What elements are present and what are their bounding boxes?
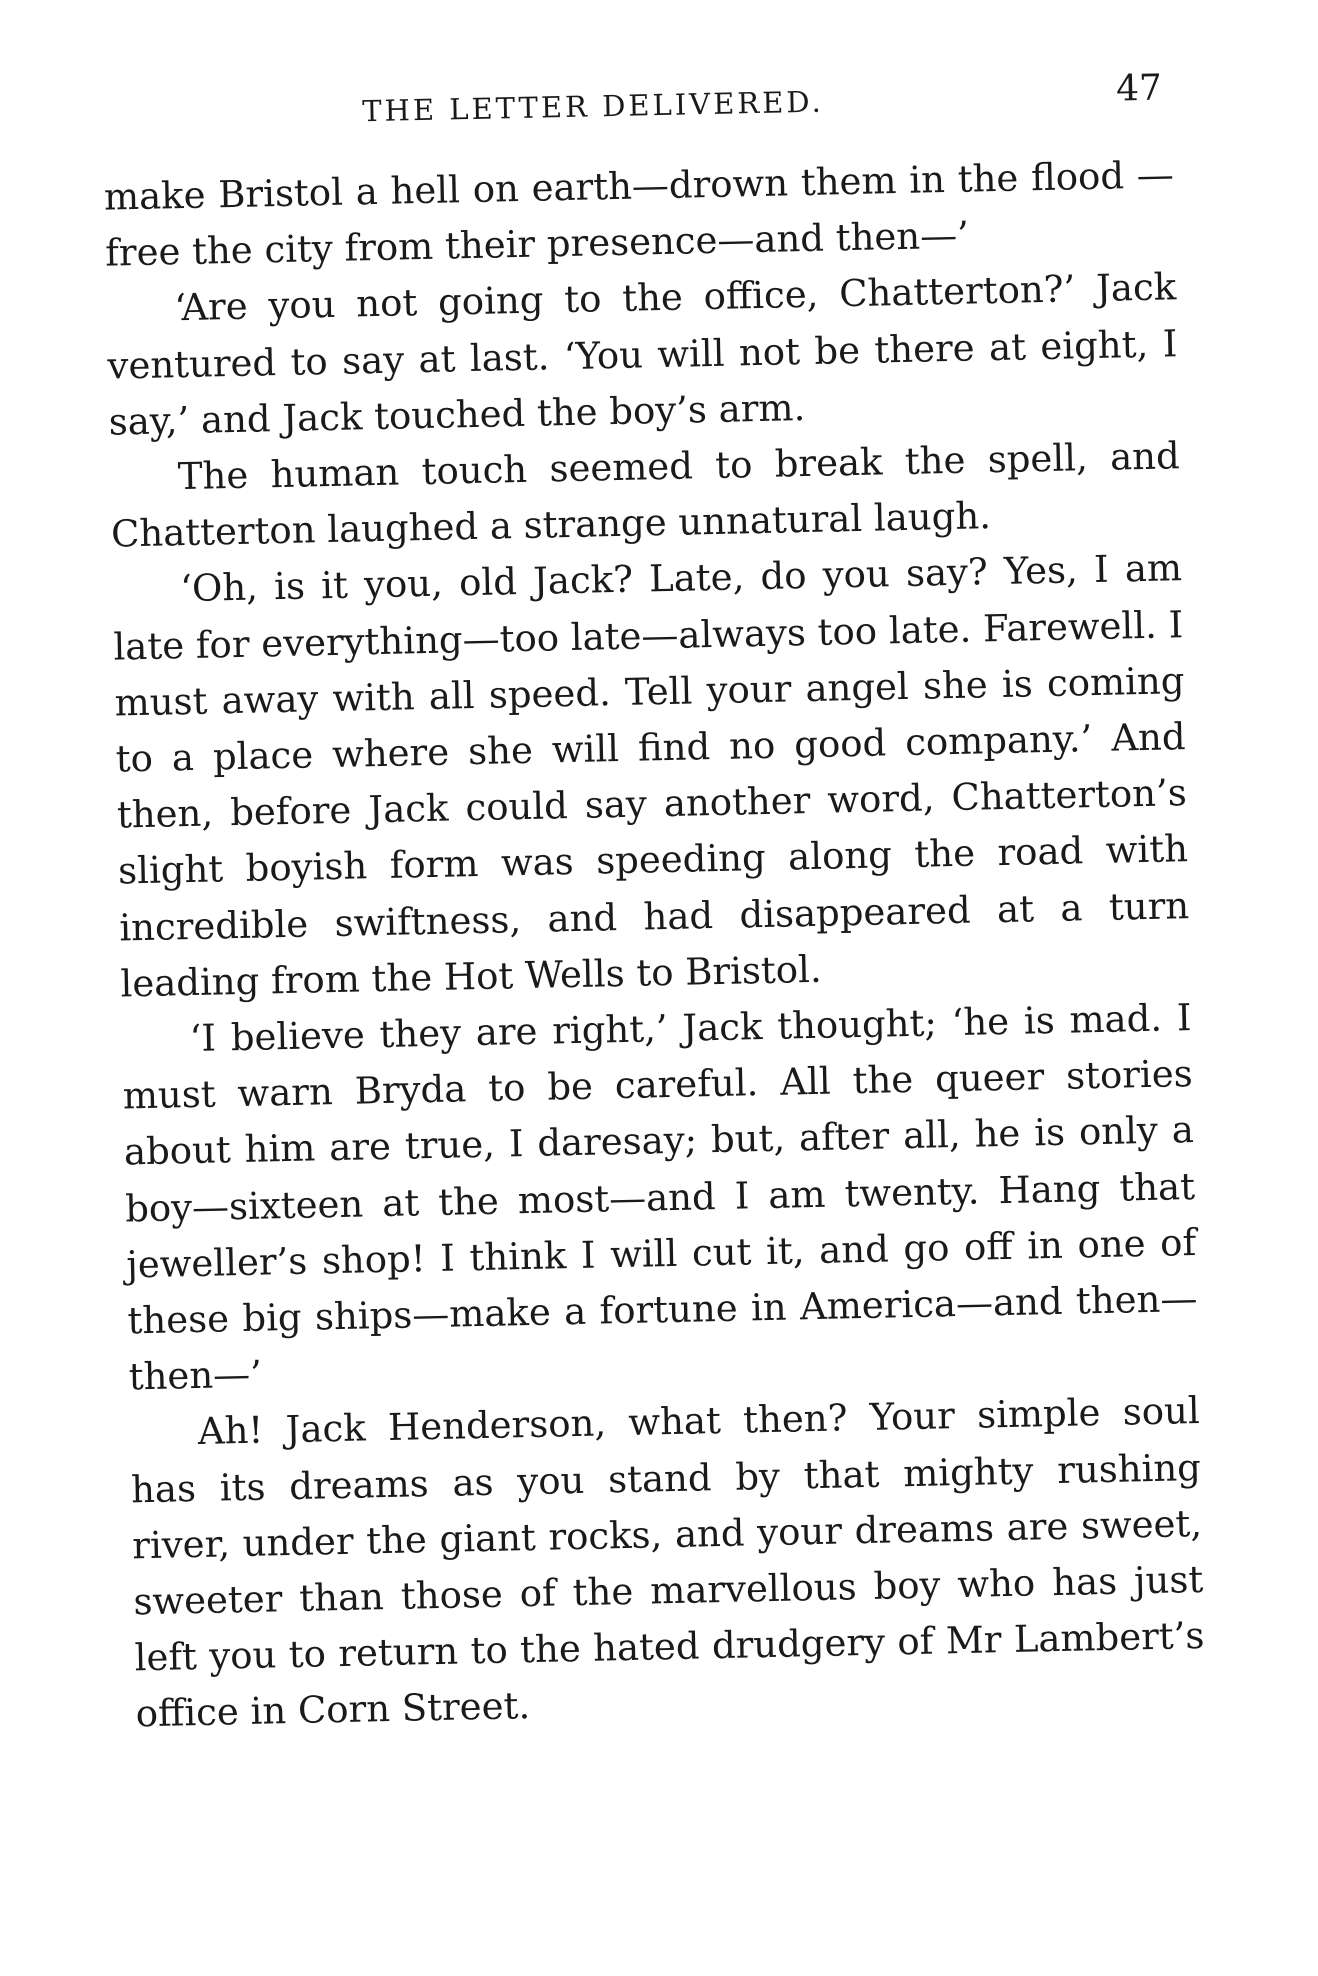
body-text [103,147,1206,1743]
paragraph-1: make Bristol a hell on earth—drown them in the flood —free the city from their presence—and then—’ [103,153,1175,275]
running-head [102,67,1163,139]
page-number: 47 [1115,67,1163,110]
paragraph-2: ‘Are you not going to the office, Chatterton?’ Jack ventured to say at last. ‘You will not be there at eight, I say,’ and Jack touched the boy’s arm. [107,265,1178,444]
paragraph-4: ‘Oh, is it you, old Jack? Late, do you say? Yes, I am late for everything—too late—always too late. Farewell. I must away with all speed. Tell your angel she is coming to a place where she will find no good company.’ And then, before Jack could say another word, Chatterton’s slight boyish form was speeding along the road with incredible swiftness, and had disappeared at a turn leading from the Hot Wells to Bristol. [112,546,1190,1006]
paragraph-6: Ah! Jack Henderson, what then? Your simple soul has its dreams as you stand by that mighty rushing river, under the giant rocks, and your dreams are sweet, sweeter than those of the marvellous boy who has just left you to return to the hated drudgery of Mr Lambert’s office in Corn Street. [130,1389,1205,1736]
paragraph-3: The human touch seemed to break the spell, and Chatterton laughed a strange unnatural laugh. [110,434,1181,556]
paragraph-5: ‘I believe they are right,’ Jack thought; ‘he is mad. I must warn Bryda to be careful. All the queer stories about him are true, I daresay; but, after all, he is only a boy—sixteen at the most—and I am twenty. Hang that jeweller’s shop! I think I will cut it, and go off in one of these big ships—make a fortune in America—and then—then—’ [122,996,1198,1399]
running-title: THE LETTER DELIVERED. [361,84,825,129]
